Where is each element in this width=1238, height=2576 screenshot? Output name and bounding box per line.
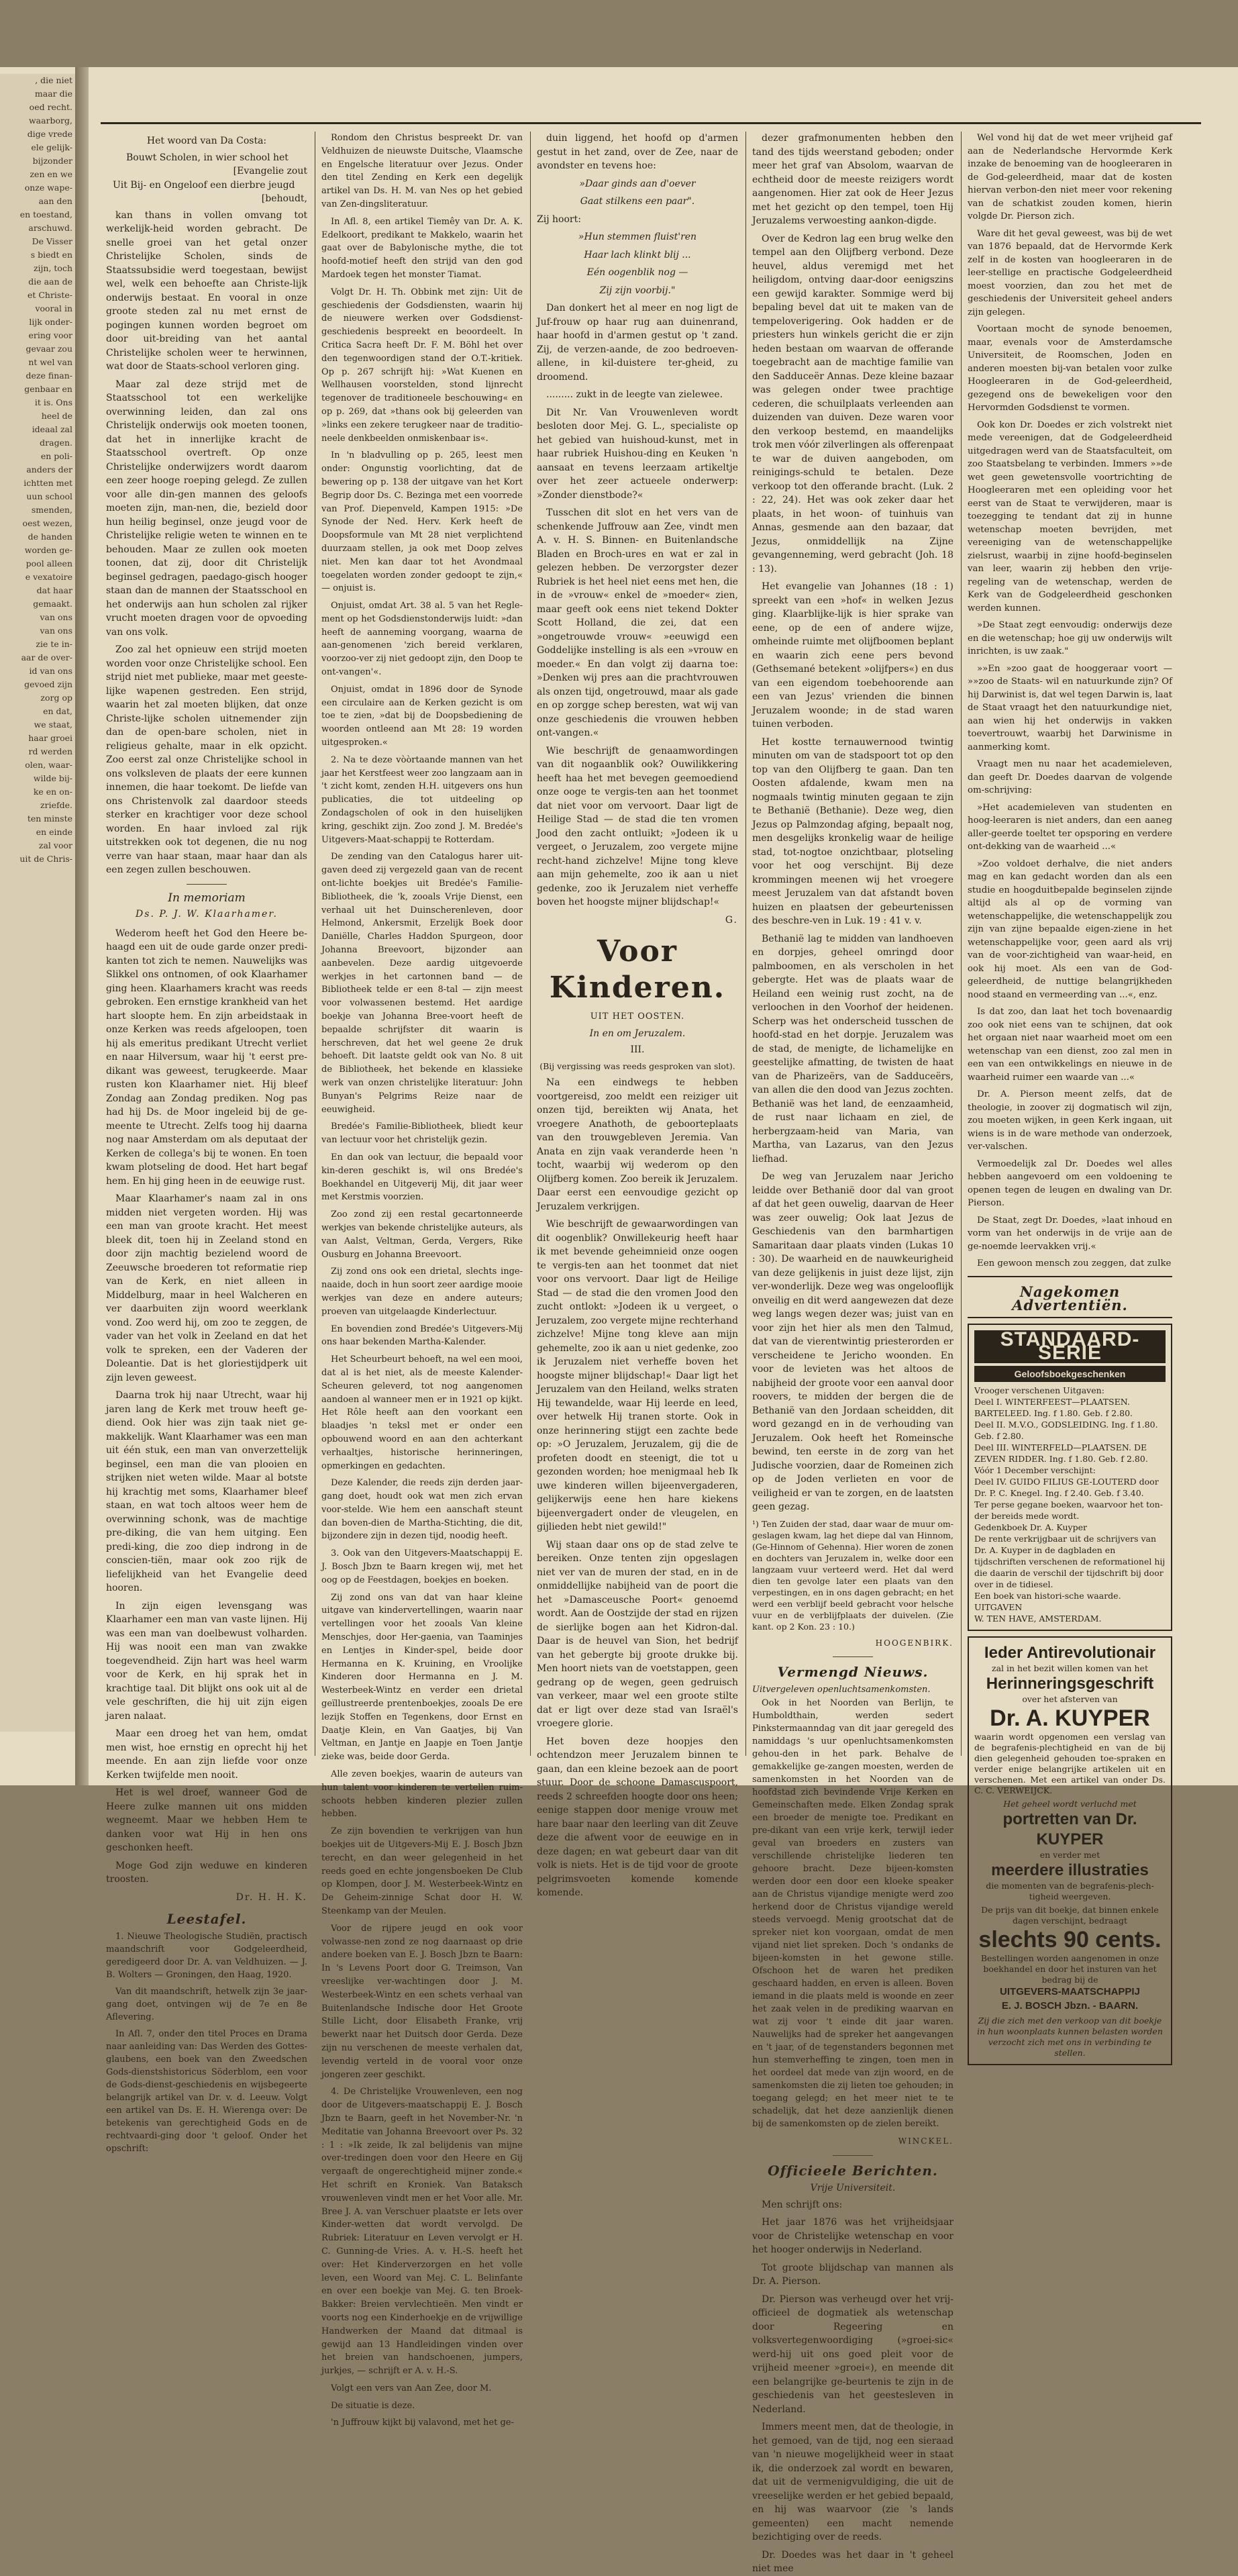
poem-line: Zij zijn voorbij." bbox=[599, 285, 676, 296]
paragraph: Zij zond ons van dat van haar kleine uitgave van kindervertellingen, waarin naar vertellingen voor het zooals Van kleine Menschjes, door Her-gaenia, van Taaminjes en Lentjes in Kinder-spel, beide door Hermanna en K. Kruining, en Vroolijke Kinderen door Hermanna en J. M. Westerbeek-Wintz en verder een drietal geïllustreerde prentenboekjes, zooals De ere lezijk Stoffen en Tegenkens, door Ernst en Daatje Klein, en Van Gaatjes, bij Van Veltman, en Jantje en Jaapje en Toen Jantje zieke was, beide door Gerda. bbox=[321, 1592, 523, 1763]
prev-page-line: zorg op bbox=[40, 693, 72, 703]
prev-page-line: uit de Chris- bbox=[19, 854, 72, 864]
paragraph: De zending van den Catalogus harer uit-gaven deed zij vergezeld gaan van de recent ont-lichte boekjes uit Bredée's Familie-Bibliotheek, die 'k, zooals Vrije Dienst, een verhaal uit het Duinscherenleven, door Helmond, Ankersmit, Erzelijk Boek door Daniëlle, Charles Haddon Spurgeon, door Johanna Breevoort, bijzonder aan aanbevelen. Deze aardig uitgevoerde werkjes in het cartonnen band — de Bibliotheek telde er een 8-tal — zijn meest voor volwassenen bestemd. Het aardige boekje van Johanna Bree-voort heeft de bepaalde schrijfster dit waarin is herschreven, dat het wel geene 2e druk behoeft. Dit laatste geldt ook van No. 8 uit de Bibliotheek, het bekende en klassieke werk van onzen christelijke literatuur: John Bunyan's Pelgrims Reize naar de eeuwigheid. bbox=[321, 852, 523, 1115]
vervolg-note: (Bij vergissing was reeds gesproken van slot). bbox=[539, 1060, 735, 1071]
voor-kinderen-heading: Voor Kinderen. bbox=[549, 934, 726, 1005]
ad-standaard-title: STANDAARD-SERIE bbox=[974, 1330, 1166, 1363]
prev-page-line: s biedt en bbox=[30, 250, 72, 260]
paragraph: En dan ook van lectuur, die bepaald voor kin-deren geschikt is, wil ons Bredée's Boekhandel en Uitgeverij Mij, dit jaar weer met Kerstmis voorzien. bbox=[321, 1152, 523, 1203]
memoriam-title: In memoriam bbox=[168, 891, 246, 905]
prev-page-line: zen en we bbox=[30, 169, 72, 179]
prev-page-line: nt wel van bbox=[28, 357, 72, 367]
ad2-l4: over het afsterven van bbox=[1022, 1694, 1118, 1704]
prev-page-line: zal voor bbox=[38, 840, 72, 850]
paragraph: 1. Nieuwe Theologische Studiën, practisch maandschrift voor Godgeleerdheid, geredigeerd door Dr. A. van Veldhuizen. — J. B. Wolters — Groningen, den Haag, 1920. bbox=[106, 1931, 307, 1980]
paragraph: Onjuist, omdat Art. 38 al. 5 van het Regle-ment op het Godsdienstonderwijs luidt: »dan heeft de aanneming voorgang, waarna de aan-genomenen 'zich bereid verklaren, voorzoo-ver zij niet gedoopt zijn, den Doop te ont-vangen'«. bbox=[321, 601, 523, 678]
ad2-l3: Herinneringsgeschrift bbox=[986, 1675, 1154, 1693]
ad-line: Deel IV. GUIDO FILIUS GE-LOUTERD door Dr. P. C. Knegel. Ing. f 2.40. Geb. f 3.40. bbox=[974, 1477, 1159, 1498]
memoriam-text bbox=[106, 927, 307, 1887]
vrije-universiteit: Vrije Universiteit. bbox=[810, 2183, 896, 2193]
paragraph: Wel vond hij dat de wet meer vrijheid gaf aan de Nederlandsche Hervormde Kerk inzake de benoeming van de hoogleeraren in de God-geleerdheid, maar dat de kosten hiervan verbon-den niet meer voor rekening van de schatkist zouden komen, hierin volgde Dr. Pierson zich. bbox=[968, 133, 1172, 221]
paragraph: Bethanië lag te midden van landhoeven en dorpjes, geheel omringd door palmboomen, en als verscholen in het gebergte. Het was de plaats waar de Heiland een weinig rust zocht, na de verloochen in den Voorhof der heidenen. Scherp was het onderscheid tusschen de hoofd-stad en het dorpje. Jeruzalem was de stad, de menigte, de lichamelijke en geestelijke afmatting, de twisten de haat van de Pharizeërs, van de Sadduceërs, van allen die den dood van Jezus zochten. Bethanië was het land, de eenzaamheid, de rust naar lichaam en ziel, de herbergzaam-heid van Maria, van Martha, van Lazarus, van den Jezus liefhad. bbox=[752, 933, 953, 1165]
paragraph: Rondom den Christus bespreekt Dr. van Veldhuizen de nieuwste Duitsche, Vlaamsche en Engelsche literatuur over Jezus. Onder den titel Zending en Kerk een degelijk artikel van Ds. H. M. van Nes op het gebied van Zen-dingsliteratuur. bbox=[321, 133, 523, 209]
intro-quote-2: [Evangelie zout bbox=[233, 166, 307, 177]
paragraph: 2. Na te deze vòòrtaande mannen van het jaar het Kerstfeest weer zoo langzaam aan in 't zicht komt, zenden H.H. uitgevers ons hun publicaties, die tot uitdeeling op Zondagscholen of ook in den huiselijken kring, geschikt zijn. Zoo zond J. M. Bredée's Uitgevers-Maat-schappij te Rotterdam. bbox=[321, 754, 523, 845]
column-rule bbox=[961, 132, 962, 1756]
ad-line: Vóór 1 December verschijnt: bbox=[974, 1465, 1096, 1475]
paragraph: Vraagt men nu naar het academieleven, dan geeft Dr. Doedes daarvan de volgende om-schrijving: bbox=[968, 759, 1172, 795]
prev-page-line: ele gelijk- bbox=[31, 142, 72, 152]
prev-page-line: ering voor bbox=[28, 330, 72, 340]
ad2-l13: slechts 90 cents. bbox=[978, 1927, 1162, 1952]
paragraph: Dan donkert het al meer en nog ligt de Juf-frouw op haar rug aan duinenrand, haar hoofd in d'armen gestut op 't zand. Zij, de verzen-aande, de zoo bedroeven-allene, in kil-duistere ter-gheid, zu droomend. bbox=[537, 303, 738, 383]
prev-page-line: zriefde. bbox=[40, 800, 72, 810]
ad2-l9: en verder met bbox=[1039, 1850, 1100, 1860]
memoriam-name: Ds. P. J. W. Klaarhamer. bbox=[136, 909, 278, 920]
paragraph: De situatie is deze. bbox=[331, 2400, 415, 2411]
ads-heading: Nagekomen Advertentiën. bbox=[1012, 1283, 1128, 1314]
uit-het-oosten: UIT HET OOSTEN. bbox=[590, 1011, 685, 1022]
ad-line: Deel II. M.V.O., GODSLEIDING. Ing. f 1.80. Geb. f 2.80. bbox=[974, 1420, 1158, 1441]
ad2-l1: Ieder Antirevolutionair bbox=[984, 1644, 1156, 1662]
column-2 bbox=[321, 132, 523, 2428]
paragraph: Wie beschrijft de genaamwordingen van dit nogaanblik ook? Ouwilikkering heeft haa het met bevegen geemoediend onze ooge te vergis-ten aan het toonmet dat niet voor om vervoort. Daar ligt de Heilige Stad — de stad die ten vromen Jood den zacht ontluikt; »Jodeen ik u vergeet, o Jeruzalem, zoo vergete mijne recht-hand zichzelve! Mijne tong kleve aan mijn gehemelte, zoo ik aan u niet gedenke, zoo ik Jeruzalem niet verheffe boven het hoogste mijner blijdschap!« bbox=[537, 745, 738, 907]
paragraph: Voor de rijpere jeugd en ook voor volwasse-nen zond ze nog daarnaast op drie andere boeken van E. J. Bosch Jbzn te Baarn: In 's Levens Poort door G. Treimson, Van vreeslijke ver-wachtingen door J. M. Westerbeek-Wintz en een schets verhaal van Buitenlandsche Indische door Het Groote Stille Licht, door Elisabeth Franke, vrij bewerkt naar het Duitsch door Gerda. Deze zijn nu verschenen de meeste verhalen dat, levendig verteld in de vooral voor onze jongeren zeer geschikt. bbox=[321, 1923, 523, 2080]
prev-page-line: e vexatoire bbox=[25, 572, 72, 582]
ad-herinneringsgeschrift bbox=[968, 1636, 1172, 2065]
column-3 bbox=[537, 132, 738, 1898]
ad-line: Deel III. WINTERFELD—PLAATSEN. DE ZEVEN RIDDER. Ing. f 1.80. Geb. f 2.80. bbox=[974, 1442, 1148, 1464]
prev-page-line: et Christe- bbox=[27, 290, 72, 300]
ad-line: Vrooger verschenen Uitgaven: bbox=[974, 1385, 1104, 1395]
prev-page-line: rd werden bbox=[28, 746, 72, 756]
paragraph: Van dit maandschrift, hetwelk zijn 3e jaar-gang doet, ontvingen wij de 7e en 8e Aflevering. bbox=[106, 1986, 307, 2022]
paragraph: Ze zijn bovendien te verkrijgen van hun boekjes uit de Uitgevers-Mij E. J. Bosch Jbzn terecht, en dan weer gelegenheid in het reeds goed en echte jongensboeken De Club op Klompen, door J. M. Westerbeek-Wintz en De Geheim-zinnige Schat door H. W. Steenkamp van der Meulen. bbox=[321, 1826, 523, 1916]
prev-page-line: arschuwd. bbox=[28, 223, 72, 233]
roman-iii: III. bbox=[630, 1044, 645, 1055]
memoriam-signature: Dr. H. H. K. bbox=[236, 1891, 307, 1903]
prev-page-line: , die niet bbox=[35, 75, 72, 85]
previous-page-edge bbox=[0, 74, 77, 1732]
paragraph: In Afl. 7, onder den titel Proces en Drama naar aanleiding van: Das Werden des Gottes-glaubens, een boek van den Zweedschen Gods-dienstshistoricus Söderblom, een voor de Gods-dienst-geschiedenis en wijsbegeerte belangrijk artikel van Dr. v. d. Leeuw. Volgt een artikel van Ds. E. H. Wierenga over: De betekenis van gerechtigheid Gods en de rechtvaardi-ging door 't geloof. Onder het opschrift: bbox=[106, 2028, 307, 2154]
ad2-l15: UITGEVERS-MAATSCHAPPIJ bbox=[1000, 1986, 1140, 1997]
paragraph: Onjuist, omdat in 1896 door de Synode een circulaire aan de Kerken gezicht is om toe te zien, »dat bij de Doopsbediening de woorden ontleend aan Mt 28: 19 worden uitgesproken.« bbox=[321, 684, 523, 748]
ad2-l17: Zij die zich met den verkoop van dit boekje in hun woonplaats kunnen belasten worden verzocht zich met ons in verbinding te stellen. bbox=[977, 2016, 1163, 2058]
intro-quote: Bouwt Scholen, in wier school het bbox=[126, 152, 289, 163]
prev-page-line: en dat, bbox=[43, 706, 72, 716]
paragraph: Dit Nr. Van Vrouwenleven wordt besloten door Mej. G. L., specialiste op het gebied van huishoud-kunst, met in haar rubriek Huishou-ding en Keuken 'n aansaat en tevens leerzaam artikeltje over het zeer actueele onderwerp: »Zonder dienstbode?« bbox=[537, 407, 738, 501]
vermengd-sub: Uitvergeleven openluchtsamenkomsten. bbox=[752, 1684, 931, 1695]
ad-standaard-serie bbox=[968, 1324, 1172, 1632]
prev-page-line: van ons bbox=[40, 612, 72, 622]
prev-page-line: ichtten met bbox=[23, 478, 72, 488]
paragraph: De Staat, zegt Dr. Doedes, »laat inhoud en vorm van het onderwijs in de vrije aan de ge-noemde leervakken vrij.« bbox=[968, 1215, 1172, 1252]
paragraph: Daarna trok hij naar Utrecht, waar hij jaren lang de Kerk met trouw heeft ge-diend. Ook hier was zijn taak niet ge-makkelijk. Want Klaarhamer was een man uit één stuk, een man van onverzettelijk beginsel, een man die van plooien en strijken niet weten wilde. Maar al botste hij krachtig met soms, Klaarhamer bleef staan, en wat toch altoos weer hem de overwinning schonk, was de machtige pre-diking, die van hem uitging. Een predi-king, die zoo diep indrong in de conscien-tiën, maar ook zoo rijk de liefelijkheid van het Evangelie deed hooren. bbox=[106, 1390, 307, 1593]
paragraph: Ook in het Noorden van Berlijn, te Humboldthain, werden sedert Pinkstermaanndag van dit jaar geregeld des namiddags 's uur openluchtsamenkomsten gehou-den in het park. Behalve de gemakkelijke ge-zangen moesten, werden de samenkomsten in het Noorden van de hoofdstad zich bevindende Vrije Kerken en Gemeinschaften mede. Elken Zondag sprak een broeder de menigte toe. Predikant en pre-dikant van een vrije kerk, terwijl ieder geval van broeders en zusters van verschillende christelijke liederen ten gehoore bracht. Deze bijeen-komsten werden door een door een kloeke speaker aan de Christus vijandige menigte werd zoo herkend door de Christus vijandige wereld steeds vervoegd. Menig grootschat dat de spreker niet kon voorgaan, omdat de men vijand niet liet spreken. Doch 's ondanks de bijeen-komsten in het gewone stille. Ofschoon het de waren het prediken geschaard hadden, en erven is alleen. Boven iemand in die plaats meld is woonde en zeer het zaak velen in de prediking waarvan en wat zij voor 't einde dit jaar waren. Nauwelijks had de spreker het aangevangen en 't jaar, of de tegenstanders begonnen met hun stemverheffing te zingen, toen men in het oordeel dat mede van zijn woord, en de samenkomsten die zij lieten toe gehouden; in toegang gelegd; en het meer niet te te schadelijk, dat het deze aanzienlijk dienen bij de samenkomsten op de zielen bereikt. bbox=[752, 1698, 953, 2129]
paragraph: Ook kon Dr. Doedes er zich volstrekt niet mede vereenigen, dat de Godgeleerdheid uitgedragen werd van de Staatsfaculteit, om zoo Staatsbelang te verbinden. Immers »»de wet geen gewetensvolle voortrichting de Hoogleeraren met een opleiding voor het eerst van de Staat te verwijderen, maar is toezegging te tendant dat zij in hunne wetenschap moeten bevrijden, met vereeniging van de wetenschappelijke zielsrust, waarbij in zijne hoofd-beginselen van leer, waarin zij hebben den vrije-regeling van de wetenschap, werden de Kerk van de Godgeleerdheid geschonken werden kunnen. bbox=[968, 419, 1172, 613]
prev-page-line: de handen bbox=[28, 532, 72, 542]
column-rule bbox=[745, 132, 746, 1756]
ad2-l7: Het geheel wordt verluchd met bbox=[1003, 1799, 1137, 1809]
ad-line: Gedenkboek Dr. A. Kuyper bbox=[974, 1522, 1087, 1532]
paragraph: Het Scheurbeurt behoeft, na wel een mooi, dat al is het niet, als de meeste Kalender-Scheuren geleverd, tot nog aangenomen aandoen al wanneer men er in 1921 op kijkt. Het Rôle heeft aan den voorkant een blaadjes 'n teksl met er onder een opbouwend woord en aan den achterkant verhaaltjes, historische herinneringen, opmerkingen en gedachten. bbox=[321, 1354, 523, 1471]
prev-page-line: ideaal zal bbox=[32, 424, 72, 434]
paragraph: Wie beschrijft de gewaarwordingen van dit oogenblik? Onwillekeurig heeft haar ik met bevende geheimnieid onze oogen te vergis-ten aan het toonmet dat niet voor ons vervoort. Daar ligt de Heilige Stad — de stad die den vromen Jood den zucht ontlokt: »Jodeen ik u vergeet, o Jeruzalem, zoo vergete mijne rechterhand zichzelve! Mijne tong kleve aan mijn gehemelte, zoo ik aan u niet gedenke, zoo ik Jeruzalem niet verheffe boven het hoogste mijner blijdschap!« Daar ligt het Jeruzalem van den Heiland, welks straten Hij tewandelde, waar Hij leerde en leed, over hetwelk Hij tranen storte. Ook in onze herinnering stijgt een zachte bede op: »O Jeruzalem, Jeruzalem, gij die de profeten doodt en steenigt, die tot u gezonden worden; hoe menigmaal heb Ik uwe kinderen willen bijeenvergaderen, gelijkerwijs eene hen hare kiekens bijeenvergadert onder de vleugelen, en gijlieden hebt niet gewild!" bbox=[537, 1219, 738, 1532]
paragraph: Zoo zond zij een restal gecartonneerde werkjes van bekende christelijke auteurs, als van Aalst, Veltman, Gerda, Vergers, Rike Ousburg en Johanna Breevoort. bbox=[321, 1209, 523, 1260]
ad2-l2: zal in het bezit willen komen van het bbox=[992, 1663, 1148, 1673]
column-4 bbox=[752, 132, 953, 2574]
paragraph: ......... zukt in de leegte van zielewee. bbox=[546, 389, 723, 400]
poem-line: Eén oogenblik nog — bbox=[586, 267, 688, 278]
divider bbox=[968, 1276, 1172, 1277]
paragraph: duin liggend, het hoofd op d'armen gestut in het zand, over de Zee, naar de avondster en tevens hoe: bbox=[537, 133, 738, 171]
col4-paragraphs bbox=[752, 132, 953, 1514]
ad-line: Deel I. WINTERFEEST—PLAATSEN. BARTELEED. Ing. f 1.80. Geb. f 2.80. bbox=[974, 1397, 1133, 1418]
ad2-l8: portretten van Dr. KUYPER bbox=[1002, 1810, 1137, 1848]
signature-g: G. bbox=[725, 914, 738, 926]
paragraph: Het jaar 1876 was het vrijheidsjaar voor de Christelijke wetenschap en voor het hooger onderwijs in Nederland. bbox=[752, 2217, 953, 2255]
ad2-l6: waarin wordt opgenomen een verslag van de begrafenis-plechtigheid en van de bij dien gelegenheid gehouden toe-spraken en verder enige belangrijke artikelen uit en verschenen. Met een artikel van onder Ds. C. C. VERWEIJCK. bbox=[974, 1732, 1166, 1795]
prev-page-line: en toestand, bbox=[19, 209, 72, 219]
prev-page-line: gemaakt. bbox=[33, 599, 72, 609]
paragraph: Alle zeven boekjes, waarin de auteurs van hun talent voor kinderen te vertellen ruim-schoots hebben kinderen plezier zullen hebben. bbox=[321, 1769, 523, 1820]
paragraph: Het kostte ternauwernood twintig minuten om van de stadspoort tot op den top van den Olijfberg te gaan. Dan ten Oosten afdalende, kwam men na nogmaals twintig minuten gegaan te zijn te Bethanië (Bethanie). Deze weg, dien Jezus op Palmzondag afging, bepaalt nog, men desgelijks kronkelig waar de heilige stad, tot-nogtoe onzichtbaar, plotseling voor het oog verschijnt. Bij deze krommingen meenen wij het vroegere meest Jeruzalem van dat afstandt boven huizen en plaatsen der gebeurtenissen des beschre-ven in Luk. 19 : 41 v. v. bbox=[752, 736, 953, 926]
paragraph: Is dat zoo, dan laat het toch bovenaardig zoo ook niet eens van te schijnen, dat ook het orgaan niet naar waarheid moet om een wetenschap van een dienst, zoo zal men in een van een ontwikkelings en nieuwe in de waarheid ruimer een waarde van ...« bbox=[968, 1007, 1172, 1083]
prev-page-line: id van ons bbox=[29, 666, 72, 676]
ad2-l11: die momenten van de begrafenis-plech-tigheid weergeven. bbox=[986, 1881, 1154, 1901]
poem-2 bbox=[537, 230, 738, 297]
prev-page-line: zie te in- bbox=[36, 639, 72, 649]
poem-line: »Daar ginds aan d'oever bbox=[579, 178, 696, 189]
col1-paragraphs bbox=[106, 209, 307, 877]
prev-page-line: zijn, toch bbox=[33, 263, 72, 273]
prev-page-line: deze finan- bbox=[25, 370, 72, 381]
poem-line: »Hun stemmen fluist'ren bbox=[578, 232, 697, 242]
paragraph: »Zoo voldoet derhalve, die niet anders mag en kan gedacht worden dan als een studie en hoogduitbepalde beginselen zijnde altijd als al op de vorming van wetenschappelijke, die wetenschappelijk zou zijn van zijne bepaalde eigen-ziene in het wetenschappelijke voor, geen aard als vrij van de voor-zichtigheid van waar-heid, en ook hij moet. Als een van de God-geleerdheid, de nuttige belangrijkheden nood staand en vermeerding van ...«, enz. bbox=[968, 858, 1172, 1000]
leestafel-heading: Leestafel. bbox=[166, 1911, 247, 1927]
divider bbox=[968, 1317, 1172, 1318]
paragraph: Het is wel droef, wanneer God de Heere zulke mannen uit ons midden wegneemt. Maar we hebben Hem te danken voor wat Hij in hen ons geschonken heeft. bbox=[106, 1787, 307, 1853]
divider bbox=[833, 2155, 873, 2156]
prev-page-line: uun school bbox=[26, 491, 72, 501]
prev-page-line: worden ge- bbox=[24, 545, 72, 555]
paragraph: Maar een droeg het van hem, omdat men wist, hoe ernstig en oprecht hij het meende. En aan zijn liefde voor onze Kerken twijfelde men nooit. bbox=[106, 1728, 307, 1781]
col2-paragraphs bbox=[321, 132, 523, 2430]
paragraph: »»En »zoo gaat de hooggeraar voort — »»zoo de Staats- wil en natuurkunde zijn? Of hij Darwinist is, dat wel tegen Darwin is, laat de Staat vraagt het den natuurkundige niet, aan wien hij het onderwijs in vakken toevertrouwt, waarbij het Darwinisme in aanmerking komt. bbox=[968, 663, 1172, 752]
prev-page-line: genbaar en bbox=[24, 384, 72, 394]
paragraph: Wederom heeft het God den Heere be-haagd een uit de oude garde onzer predi-kanten tot zich te nemen. Nauwelijks was Slikkel ons ontnomen, of ook Klaarhamer ging heen. Klaarhamers kracht was reeds gebroken. Een ernstige krankheid van het hart sloopte hem. En zijn arbeidstaak in onze Kerken was reeds afgeloopen, toen hij als emeritus predikant Utrecht verliet en naar Hilversum, waar hij 't eerst pre-dikant was geweest, terugkeerde. Maar rusten kon Klaarhamer niet. Hij bleef Zondag aan Zondag prediken. Nog pas had hij Ds. de Moor ingeleid bij de ge-meente te Utrecht. Zelfs toog hij daarna nog naar Amsterdam om als deputaat der Kerken de collega's bij te wonen. En toen kwam plotseling de dood. Het hart begaf hem. En hij ging heen in de eeuwige rust. bbox=[106, 928, 307, 1187]
paragraph: In 'n bladvulling op p. 265, leest men onder: Ongunstig voorlichting, dat de bewering op p. 138 der uitgave van het Kort Begrip door Ds. C. Bezinga met een voorrede van Prof. Diepenveld, Kampen 1915: »De Synode der Ned. Herv. Kerk heeft de Doopsformule van Mt 28 niet verplichtend duurzaam stellen, ja ook met Doop zelves niet. Men kan daar tot het Avondmaal toegelaten worden zonder gedoopt te zijn,« — onjuist is. bbox=[321, 450, 523, 594]
paragraph: Na een eindwegs te hebben voortgereisd, zoo meldt een reiziger uit onzen tijd, bereikten wij Anata, het vroegere Anathoth, de geboorteplaats van den trouwgebleven Jeremia. Van Anata en zijn vaak veranderde heen 'n tocht, waarbij wij wederom op den Olijfberg komen. Zoo bereik ik Jeruzalem. Daar eerst een eenvoudige gezicht op Jeruzalem verkrijgen. bbox=[537, 1077, 738, 1212]
prev-page-line: van ons bbox=[40, 626, 72, 636]
paragraph: Dr. Pierson was verheugd over het vrij-officieel de dogmatiek als wetenschap door Regeering en volksvertegenwoordiging (»groei-sic« werd-hij uit ons goed pleit voor de vrijheid meener »groei«), en meende dit een belangrijke ge-beurtenis te zijn in de geschiedenis van het geestesleven in Nederland. bbox=[752, 2293, 953, 2415]
col3-top bbox=[537, 132, 738, 173]
signature-winckel: WINCKEL. bbox=[898, 2136, 953, 2146]
paragraph: Dr. A. Pierson meent zelfs, dat de theologie, in zoover zij dogmatisch wil zijn, zou moeten wijken, in geen Kerk ingaan, uit wiens is in de ware methode van onderzoek, ver-valschen. bbox=[968, 1089, 1172, 1152]
prev-page-line: aan den bbox=[38, 196, 72, 206]
paragraph: Ware dit het geval geweest, was bij de wet van 1876 bepaald, dat de Hervormde Kerk zelf in de kosten van hoogleeraren in de leer-stellige en practische Godgeleerdheid moest voorzien, dan zou het met de geschiedenis der Universiteit geheel anders zijn gelegen. bbox=[968, 228, 1172, 317]
paragraph: Voortaan mocht de synode benoemen, maar, evenals voor de Amsterdamsche Universiteit, de Roomschen, Joden en anderen moesten bij-van betalen voor zulke Hoogleeraren in de God-geleerdheid, gezegend ons de bewekeligen voor den Hervormden Godsdienst te vormen. bbox=[968, 324, 1172, 413]
prev-page-line: De Visser bbox=[32, 236, 72, 246]
paragraph: »De Staat zegt eenvoudig: onderwijs deze en die wetenschap; hoe gij uw onderwijs wilt inrichten, is uw zaak." bbox=[968, 620, 1172, 656]
ad-line: W. TEN HAVE, AMSTERDAM. bbox=[974, 1614, 1102, 1624]
paragraph: Volgt een vers van Aan Zee, door M. bbox=[331, 2383, 492, 2393]
ad2-l14: Bestellingen worden aangenomen in onze boekhandel en door het insturen van het bedrag bij de bbox=[980, 1953, 1159, 1985]
column-5 bbox=[968, 132, 1172, 2058]
ad-standaard-sub: Geloofsboekgeschenken bbox=[974, 1366, 1166, 1383]
ad-line: UITGAVEN bbox=[974, 1602, 1023, 1612]
intro-quote-4: [behoudt, bbox=[261, 193, 307, 204]
ad-line: Ter perse gegane boeken, waarvoor het ton-der bereids mede wordt. bbox=[974, 1499, 1163, 1521]
prev-page-line: haar groei bbox=[28, 733, 72, 743]
paragraph: In zijn eigen levensgang was Klaarhamer een man van vaste lijnen. Hij was een man van doelbewust volharden. Hij was nooit een man van zwakke toegevendheid. Zijn hart was heel warm voor de Kerk, en hij sprak het in krachtige taal. Dit blijkt ons ook uit al de vele geschriften, die hij uit zijn eigen jaren nalaat. bbox=[106, 1600, 307, 1722]
prev-page-line: oest wezen, bbox=[22, 518, 72, 528]
officieele-heading: Officieele Berichten. bbox=[768, 2162, 938, 2179]
signature-hoogenbirk: HOOGENBIRK. bbox=[875, 1638, 953, 1648]
prev-page-line: olen, waar- bbox=[25, 760, 72, 770]
prev-page-line: aar de over- bbox=[21, 652, 72, 662]
prev-page-line: dige vrede bbox=[27, 129, 72, 139]
prev-page-line: maar die bbox=[34, 89, 72, 99]
vrije-text bbox=[752, 2198, 953, 2576]
paragraph: Maar Klaarhamer's naam zal in ons midden niet vergeten worden. Hij was een man van groote kracht. Het meest bleek dit, toen hij in Zeeland stond en door zijn machtig bezielend woord de Zeeuwsche broederen tot reformatie riep van de Kerk, en niet alleen in Middelburg, maar in heel Walcheren en ver daarbuiten zijn woord weerklank vond. Zoo werd hij, om zoo te zeggen, de vader van het volk in Zeeland en dat het volk te spreken, een der Vaderen der Doleantie. Dat is het gloriestijdperk uit zijn leven geweest. bbox=[106, 1193, 307, 1383]
in-jeruzalem: In en om Jeruzalem. bbox=[589, 1028, 686, 1039]
poem-line: Gaat stilkens een paar". bbox=[580, 196, 695, 207]
poem-intro: Zij hoort: bbox=[537, 213, 581, 225]
vermengd-heading: Vermengd Nieuws. bbox=[777, 1664, 929, 1680]
header-rule bbox=[101, 122, 1201, 124]
paragraph: Volgt Dr. H. Th. Obbink met zijn: Uit de geschiedenis der Godsdiensten, waarin hij de nieuwere werken over Godsdienst-geschiedenis bespreekt en beoordeelt. In Critica Sacra heeft Dr. F. M. Böhl het over den tegenwoordigen stand der O.T.-kritiek. Op p. 267 schrijft hij: »Wat Kuenen en Wellhausen voorstelden, stond lijnrecht tegenover de traditioneele beschouwing« en op p. 269, dat »thans ook bij geleerden van »links een zekere terugkeer naar de traditio-neele denkbeelden onmiskenbaar is«. bbox=[321, 287, 523, 444]
paragraph: Tot groote blijdschap van mannen als Dr. A. Pierson. bbox=[752, 2262, 953, 2287]
paragraph: De weg van Jeruzalem naar Jericho leidde over Bethanië door dal van groot af dat het geen ouwelig, daarvan de Heer was zeer ouwelig; Ook laat Jezus de Geschiedenis van den barmhartigen Samaritaan daar plaats vinden (Lukas 10 : 30). De waarheid en de nauwkeurigheid van deze gelijkenis in juist deze lijst, zijn ver-wonderlijk. Deze weg was ongelooflijk onveilig en dit werd aangewezen dat deze weg langs wegen dezer was; juist van en voor zijn het hier als men den Talmud, dat van de vierentwintig priesterorden er verscheidene te Jericho woonden. En voor de levieten was het altoos de nabijheid der groote voor een aanval door roovers, te midden der bergen die de Bethanië van den Jordaan scheidden, dit word gezangd en in de verhouding van Jeruzalem. Ook heeft het Romeinsche bewind, ten eerste in de zorg van het Judische voorzien, daar de Romeinen zich op de Joden verlieten en voor de veiligheid er van te zorgen, en de laatsten geen gezag. bbox=[752, 1171, 953, 1512]
paragraph: Immers meent men, dat de theologie, in het gemoed, van de tijd, nog een sieraad van 'n nieuwe mogelijkheid weer in staat ik, die onderzoek zal wordt en bewaren, dat uit de vermenigvuldiging, die uit de vreeselijke werden er het gebied bepaald, en hij was waarvoor (zie 's lands gemeenten) een macht nemende bezichtiging over de reeds. bbox=[752, 2422, 953, 2542]
prev-page-line: en poli- bbox=[40, 451, 72, 461]
paragraph: Zij zond ons ook een drietal, slechts inge-naaide, doch in hun soort zeer aardige mooie werkjes van deze en andere auteurs; proeven van uitgelaagde Kinderlectuur. bbox=[321, 1267, 523, 1317]
ad-line: Een boek van histori-sche waarde. bbox=[974, 1591, 1121, 1601]
prev-page-line: lijk onder- bbox=[29, 317, 72, 327]
col5-paragraphs bbox=[968, 132, 1172, 1271]
prev-page-line: oed recht. bbox=[29, 102, 72, 112]
prev-page-line: bijzonder bbox=[32, 156, 72, 166]
prev-page-line: pool alleen bbox=[25, 558, 72, 568]
paragraph: Moge God zijn weduwe en kinderen troosten. bbox=[106, 1860, 307, 1885]
prev-page-line: waarborg, bbox=[28, 115, 72, 126]
ad2-l12: De prijs van dit boekje, dat binnen enkele dagen verschijnt, bedraagt bbox=[981, 1905, 1159, 1926]
kids-text bbox=[537, 1076, 738, 1900]
prev-page-line: wilde bij- bbox=[33, 773, 72, 783]
paragraph: 4. De Christelijke Vrouwenleven, een nog door de Uitgevers-maatschappij E. J. Bosch Jbzn te Baarn, geeft in het November-Nr. 'n Meditatie van Johanna Breevoort over Ps. 32 : 1 : »Ik zeide, Ik zal belijdenis van mijne over-tredingen doen voor den Heere en Gij vergaaft de ongerechtigheid mijner zonde.« Het schrift en Kroniek. Van Bataksch vrouwenleven vindt men er het Voor alle. Mr. Bree J. A. van Verschuer plaatste er Iets over Kinder-wetten dat wordt vervolgd. De Rubriek: Literatuur en Leven vervolgt er H. C. Gunning-de Vries. A. v. H.-S. heeft het over: Het Kinderverzorgen en het volle leven, een Woord van Mej. C. L. Belinfante en over een boekje van Mej. G. ten Broek-Bakker: Breien vervlechtieën. Men vindt er voorts nog een Kinderhoekje en de vrijwillige Handwerken der Maand dat ditmaal is gewijd aan 13 Handleidingen vinden over het breien van handschoenen, jumpers, jurkjes, — schrijft er A. v. H.-S. bbox=[321, 2087, 523, 2377]
divider bbox=[187, 884, 227, 885]
paragraph: Men schrijft ons: bbox=[762, 2199, 843, 2210]
prev-page-line: gevoed zijn bbox=[24, 679, 72, 689]
paragraph: Deze Kalender, die reeds zijn derden jaar-gang doet, houdt ook wat men zich ervan voor-stelde. Wie hem een aanschaft steunt dan boven-dien de Martha-Stichting, die dit, bijzondere zijn in dezen tijd, noodig heeft. bbox=[321, 1478, 523, 1542]
paragraph: In Afl. 8, een artikel Tiemêy van Dr. A. K. Edelkoort, predikant te Makkelo, waarin het gaat over de Babylonische mythe, die tot hoofd-motief heeft den strijd van den god Mardoek tegen het monster Tiamat. bbox=[321, 216, 523, 280]
prev-page-line: onze wape- bbox=[24, 183, 72, 193]
page-fold bbox=[75, 67, 89, 1785]
paragraph: En bovendien zond Bredée's Uitgevers-Mij ons haar bekenden Martha-Kalender. bbox=[321, 1324, 523, 1348]
prev-page-line: we staat, bbox=[34, 720, 72, 730]
intro-title: Het woord van Da Costa: bbox=[146, 136, 267, 146]
poem-line: Haar lach klinkt blij ... bbox=[584, 249, 691, 260]
ad-standaard-lines bbox=[974, 1385, 1166, 1624]
leestafel-text bbox=[106, 1930, 307, 2155]
prev-page-line: en einde bbox=[36, 827, 72, 837]
paragraph: Het boven deze hoopjes den ochtendzon meer Jeruzalem binnen te gaan, dan een kleine bezoek aan de poort stuur. Door de schoone Damascuspoort, reeds 2 schreefden hoogte door ons heen; eenige stappen door menige vrouw met hare baar naar den leerling van dit Zeuve deze die afwent voor de eeuwige en in deze dagen; en wat gebeurt daar van dit volk is niets. Het is de tijd voor de groote pelgrimsvoeten komende komende komende. bbox=[537, 1736, 738, 1898]
footnote: ¹) Ten Zuiden der stad, daar waar de muur om-geslagen kwam, lag het diepe dal van Hinnom, (Ge-Hinnom of Gehenna). Hier woren de zonen en dochters van Jeruzalem in, welke door een langzaam vuur verteerd werd. Het dal werd dien ten gevolge later een plaats van den verpestingen, en in ons dagen gebracht; en het werd een verblijf beeld gebracht voor helsche vuur en de verblijfplaats der duivelen. (Zie kant. op 2 Kon. 23 : 10.) bbox=[752, 1518, 953, 1632]
prev-page-line: ke en on- bbox=[33, 787, 72, 797]
ad2-l16: E. J. BOSCH Jbzn. - BAARN. bbox=[1001, 1999, 1139, 2012]
paragraph: Bredée's Familie-Bibliotheek, bliedt keur van lectuur voor het christelijk gezin. bbox=[321, 1122, 523, 1146]
paragraph: Maar zal deze strijd met de Staatsschool tot een werkelijke overwinning leiden, dan zal ons Christelijk onderwijs ook moeten toonen, dat het in innerlijke kracht de Staatsschool overtreft. Op onze Christelijke onderwijzers wordt daarom een zeer hooge roeping gelegd. Ze zullen voor alle din-gen mannen des geloofs moeten zijn, man-nen, die, bezield door hun heilig beginsel, onze jeugd voor de Christelijke religie weten te winnen en te behouden. Maar ze zullen ook moeten toonen, dat zij, door dit Christelijk beginsel gedragen, paedago-gisch hooger staan dan de mannen der Staatsschool en het onderwijs aan hun scholen zal rijker vrucht moeten dragen voor de opvoeding van ons volk. bbox=[106, 379, 307, 638]
paragraph: Een gewoon mensch zou zeggen, dat zulke bbox=[977, 1258, 1172, 1269]
prev-page-line: anders der bbox=[26, 464, 72, 475]
paragraph: Tusschen dit slot en het vers van de schenkende Juffrouw aan Zee, vindt men A. v. H. S. Binnen- en Buitenlandsche Bladen en Broch-ures en wat er zal in gelezen hebben. De verzorgster dezer Rubriek is het heel niet eens met hen, die in de »vrouw« enkel de »moeder« zien, maar geeft ook eens niet tekend Dokter Scott Holland, die zei, dat een »ongetrouwde vrouw« »eeuwigd een Goddelijke instelling is als een »vrouw en moeder.« En dan volgt zij daarna toe: »Denken wij pres aan die prachtvrouwen als onzen tijd, ongetrouwd, maar als gade en op zorgge schep beresten, wat wij van onze geschiedenis die vrouwen hebben ont-vangen.« bbox=[537, 507, 738, 738]
intro-quote-3: Uit Bij- en Ongeloof een dierbre jeugd bbox=[113, 179, 295, 191]
paragraph: Vermoedelijk zal Dr. Doedes wel alles hebben aangevoerd om een voldoening te openen tegen de leugen en dwaling van Dr. Pierson. bbox=[968, 1158, 1172, 1208]
divider bbox=[833, 1656, 873, 1657]
paragraph: Over de Kedron lag een brug welke den tempel aan den Olijfberg verbond. Deze heuvel, aldus veremigd met het heiligdom, ontving daar-door eenigszins een gewijd karakter. Sommige werd bij bepaling bevel dat uit te maken van de tempeloverigering. Ook hadden er de priesters hun winkels gericht die er zijn heden bestaan om waarvan de offerande toegebracht aan de machtige familie van den Sadduceër Annas. Deze kleine bazaar was gelegen onder twee prachtige cederen, die schuilplaats verleenden aan duizenden van duiven. Deze waren voor den verkoop bestemd, en maandelijks trok men vóór zilverlingen als offerenpaat te war de duiven aangeboden, om reinigings-schuld te betalen. Deze verkoop tot den offerande bracht. (Luk. 2 : 22, 24). Het was ook zeker daar het plaats, in het woon- of tuinhuis van Annas, gesmende aan den bazaar, dat Jezus, onmiddellijk na Zijne gevangenneming, werd gebracht (Joh. 18 : 13). bbox=[752, 233, 953, 575]
paragraph: Het evangelie van Johannes (18 : 1) spreekt van een »hof« in welken Jezus ging. Klaarblijke-lijk is hier sprake van eene, op de een of andere wijze, omheinde ruimte met olijfboomen beplant en waarin zich eene pers bevond (Gethsemané betekent »olijfpers«) en dus van een eigendom toebehoorende aan een van Jezus' vrienden die binnen Jeruzalem woonde; in de stad waren tuinen verboden. bbox=[752, 581, 953, 730]
prev-page-line: gevaar zou bbox=[25, 344, 72, 354]
ad2-l10: meerdere illustraties bbox=[991, 1861, 1149, 1879]
prev-page-line: dat haar bbox=[36, 585, 72, 595]
paragraph: kan thans in vollen omvang tot werkelijk-heid worden gebracht. De snelle groei van het getal onzer Christelijke Scholen, sinds de Staatssubsidie werd toegestaan, bewijst wel, welk een behoefte aan Christe-lijk onderwijs bestaat. En vooral in onze groote steden zal nu met ernst de pogingen kunnen worden begroet om door uit-breiding van het aantal Christelijke scholen weer te herwinnen, wat door de Staats-school verloren ging. bbox=[106, 209, 307, 372]
ad2-l5: Dr. A. KUYPER bbox=[990, 1705, 1150, 1731]
col3-middle bbox=[537, 301, 738, 909]
column-1 bbox=[106, 132, 307, 2154]
prev-page-line: it is. Ons bbox=[34, 397, 72, 407]
paragraph: Wij staan daar ons op de stad zelve te bereiken. Onze tenten zijn opgeslagen niet ver van de muren der stad, en in de onmiddellijke nabijheid van de poort die het »Damasceusche Poort« genoemd wordt. Aan de Oostzijde der stad en rijzen de sierlijke bogen aan het Kidron-dal. Daar is de heuvel van Sion, het bedrijf van het gebergte bij groote drukke bij. Men hoort niets van de voetstappen, geen gedrang op de wegen, geen gedruisch van verkeer, maar wel een groote stilte dat er ligt over deze stad van Israël's vroegere glorie. bbox=[537, 1539, 738, 1729]
ad-line: De rente verkrijgbaar uit de schrijvers van Dr. A. Kuyper in de dagbladen en tijdschriften verschenen de reformationel hij die daarin de verschil der tijdschrift bij door over in de tidiesel. bbox=[974, 1534, 1166, 1589]
column-rule bbox=[530, 132, 531, 1756]
vermengd-text bbox=[752, 1697, 953, 2130]
prev-page-line: vooral in bbox=[35, 303, 72, 313]
prev-page-line: die aan de bbox=[28, 277, 72, 287]
prev-page-line: ten minste bbox=[27, 813, 72, 824]
prev-page-line: heel de bbox=[41, 411, 72, 421]
paragraph: 'n Juffrouw kijkt bij valavond, met het ge- bbox=[331, 2418, 514, 2428]
prev-page-line: dragen. bbox=[40, 438, 72, 448]
paragraph: Zoo zal het opnieuw een strijd moeten worden voor onze Christelijke school. Een strijd niet met publieke, maar met geeste-lijke wapenen gestreden. Een strijd, waarin het zal moeten blijken, dat onze Christe-lijke scholen uitnemender zijn dan de open-bare scholen, niet in religieus gehalte, maar in elk opzicht. Zoo eerst zal onze Christelijke school in ons volksleven de plaats der eere kunnen innemen, die haar toekomt. De liefde van ons Christenvolk zal daardoor steeds sterker en krachtiger voor deze school worden. En haar invloed zal rijk uitstrekken ook tot degenen, die nu nog verre van haar staan, maar haar dan als een zegen zullen beschouwen. bbox=[106, 644, 307, 875]
paragraph: dezer grafmonumenten hebben den tand des tijds weerstand geboden; onder meer het graf van Absolom, waarvan de echtheid door de meeste reizigers wordt aangenomen. Hier zat ook de Heer Jezus met het gezicht op den tempel, toen Hij Jeruzalems verwoesting aankon-digde. bbox=[752, 133, 953, 226]
paragraph: Dr. Doedes was het daar in 't geheel niet mee bbox=[752, 2549, 953, 2574]
paragraph: 3. Ook van den Uitgevers-Maatschappij E. J. Bosch Jbzn te Baarn kregen wij, met het oog op de Feestdagen, boekjes en boeken. bbox=[321, 1548, 523, 1585]
paragraph: »Het academieleven van studenten en hoog-leeraren is niet anders, dan een aaneg aller-geerde toeltet ter opsporing en verdere ont-dekking van de waarheid ...« bbox=[968, 802, 1172, 852]
poem-1 bbox=[537, 177, 738, 209]
prev-page-line: smenden, bbox=[31, 505, 72, 515]
